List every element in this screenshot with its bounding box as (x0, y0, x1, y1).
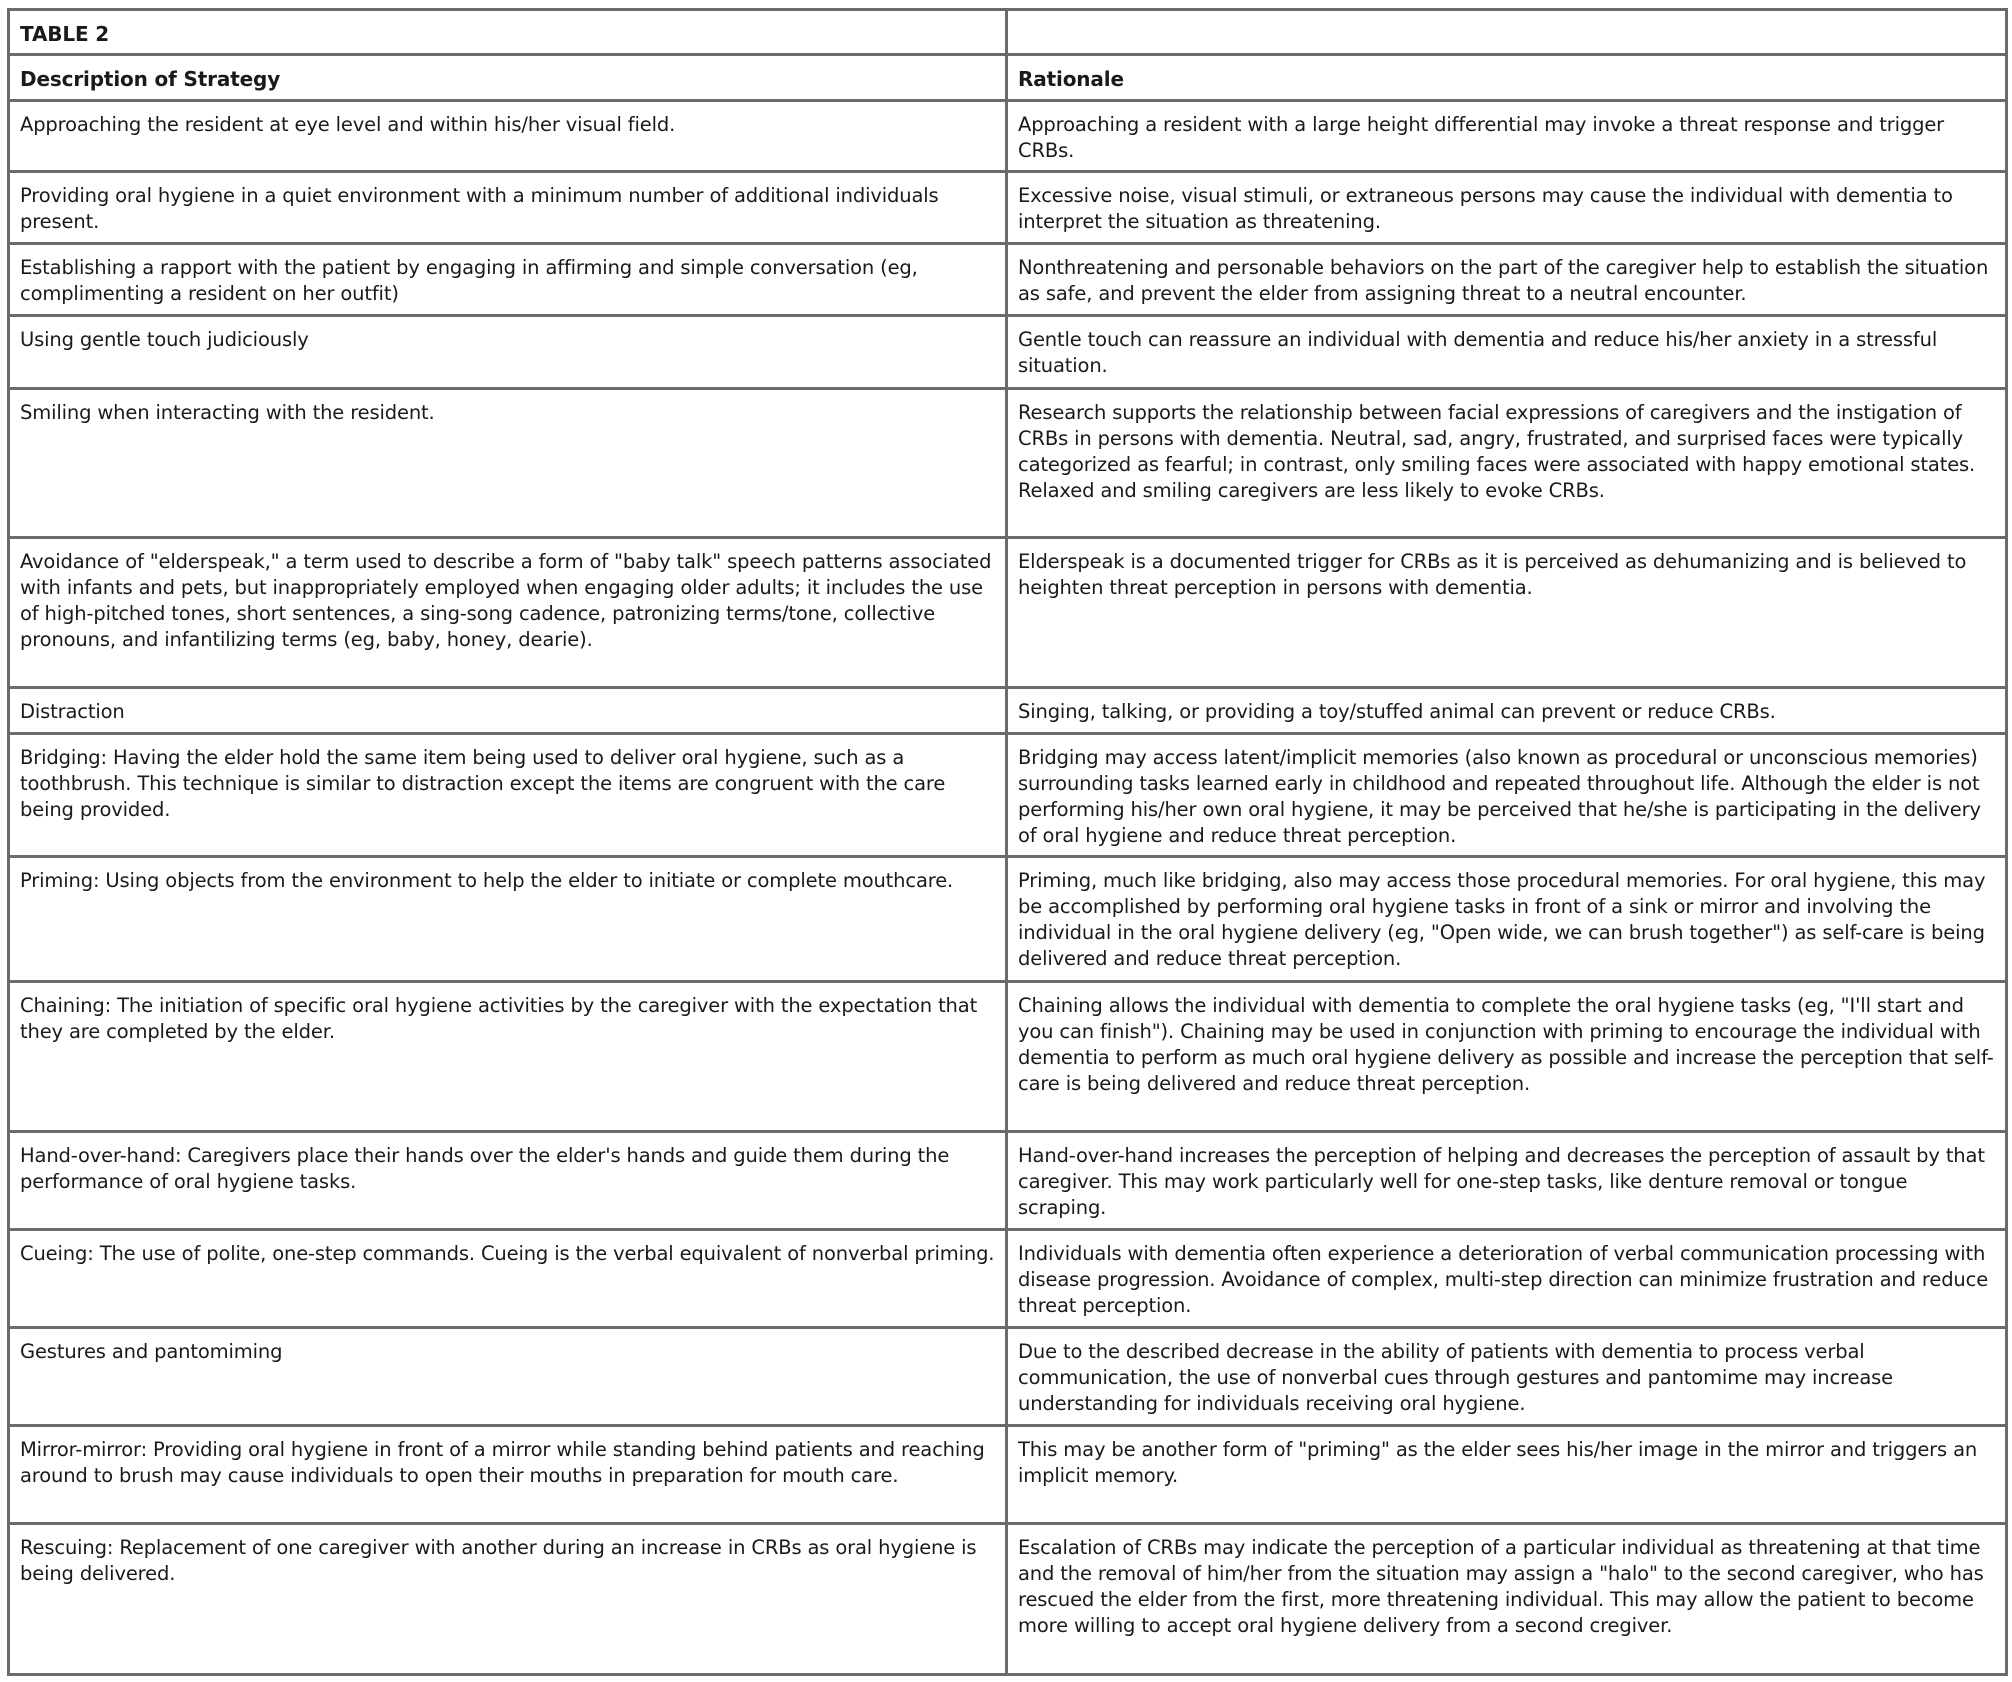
header-rationale: Rationale (1018, 67, 1124, 91)
table-title-empty-cell (1007, 10, 2007, 55)
rationale-cell (1007, 1132, 2007, 1230)
rationale-cell (1007, 857, 2007, 982)
strategy-cell (9, 1328, 1007, 1426)
rationale-cell (1007, 1328, 2007, 1426)
strategy-text: Priming: Using objects from the environment to help the elder to initiate or complete mouthcare. (20, 869, 954, 892)
rationale-cell (1007, 982, 2007, 1132)
strategy-cell (9, 1524, 1007, 1675)
strategy-text: Gestures and pantomiming (20, 1340, 283, 1363)
table-row (9, 734, 2007, 857)
table-row (9, 316, 2007, 389)
strategy-text: Smiling when interacting with the resident. (20, 401, 435, 424)
rationale-text: Gentle touch can reassure an individual with dementia and reduce his/her anxiety in a stressful situation. (1018, 328, 1938, 377)
rationale-cell (1007, 688, 2007, 734)
table-row (9, 538, 2007, 688)
rationale-text: Nonthreatening and personable behaviors on the part of the caregiver help to establish the situation as safe, and prevent the elder from assigning threat to a neutral encounter. (1018, 256, 1989, 305)
rationale-text: Due to the described decrease in the ability of patients with dementia to process verbal communication, the use of nonverbal cues through gestures and pantomime may increase understanding for individuals receiving oral hygiene. (1018, 1340, 1894, 1415)
rationale-text: This may be another form of "priming" as the elder sees his/her image in the mirror and triggers an implicit memory. (1018, 1438, 1978, 1487)
rationale-cell (1007, 101, 2007, 172)
strategy-cell (9, 389, 1007, 538)
table-row (9, 982, 2007, 1132)
strategy-text: Bridging: Having the elder hold the same item being used to deliver oral hygiene, such as a toothbrush. This technique is similar to distraction except the items are congruent with the care being provided. (20, 746, 946, 821)
strategy-cell (9, 244, 1007, 316)
rationale-text: Excessive noise, visual stimuli, or extraneous persons may cause the individual with dementia to interpret the situation as threatening. (1018, 184, 1953, 233)
strategy-cell (9, 538, 1007, 688)
table-row (9, 101, 2007, 172)
rationale-text: Hand-over-hand increases the perception of helping and decreases the perception of assault by that caregiver. This may work particularly well for one-step tasks, like denture removal or tongue scraping. (1018, 1144, 1985, 1219)
table-title: TABLE 2 (20, 22, 110, 46)
strategy-text: Providing oral hygiene in a quiet environment with a minimum number of additional individuals present. (20, 184, 939, 233)
rationale-cell (1007, 389, 2007, 538)
table-row (9, 1230, 2007, 1328)
strategy-text: Hand-over-hand: Caregivers place their hands over the elder's hands and guide them during the performance of oral hygiene tasks. (20, 1144, 950, 1193)
table-row (9, 172, 2007, 244)
strategy-cell (9, 857, 1007, 982)
strategy-text: Using gentle touch judiciously (20, 328, 309, 351)
table-row (9, 688, 2007, 734)
rationale-text: Research supports the relationship between facial expressions of caregivers and the instigation of CRBs in persons with dementia. Neutral, sad, angry, frustrated, and surprised faces were typically categorized as fearful; in contrast, only smiling faces were associated with happy emotional states. Relaxed and smiling caregivers are less likely to evoke CRBs. (1018, 401, 1976, 502)
strategy-text: Avoidance of "elderspeak," a term used to describe a form of "baby talk" speech patterns associated with infants and pets, but inappropriately employed when engaging older adults; it includes the use of high-pitched tones, short sentences, a sing-song cadence, patronizing terms/tone, collective pronouns, and infantilizing terms (eg, baby, honey, dearie). (20, 550, 992, 651)
table-header-row (9, 55, 2007, 101)
strategy-cell (9, 316, 1007, 389)
strategy-cell (9, 1230, 1007, 1328)
rationale-text: Individuals with dementia often experience a deterioration of verbal communication processing with disease progression. Avoidance of complex, multi-step direction can minimize frustration and reduce threat perception. (1018, 1242, 1989, 1317)
table-title-cell (9, 10, 1007, 55)
strategy-cell (9, 982, 1007, 1132)
rationale-text: Singing, talking, or providing a toy/stuffed animal can prevent or reduce CRBs. (1018, 700, 1776, 723)
strategy-text: Rescuing: Replacement of one caregiver with another during an increase in CRBs as oral hygiene is being delivered. (20, 1536, 977, 1585)
strategy-text: Distraction (20, 700, 125, 723)
strategy-cell (9, 1426, 1007, 1524)
header-rationale-cell (1007, 55, 2007, 101)
rationale-cell (1007, 316, 2007, 389)
strategy-cell (9, 688, 1007, 734)
rationale-cell (1007, 1524, 2007, 1675)
header-strategy: Description of Strategy (20, 67, 281, 91)
table-row (9, 389, 2007, 538)
rationale-cell (1007, 538, 2007, 688)
strategy-table (7, 8, 2008, 1676)
rationale-text: Elderspeak is a documented trigger for CRBs as it is perceived as dehumanizing and is believed to heighten threat perception in persons with dementia. (1018, 550, 1967, 599)
table-row (9, 1426, 2007, 1524)
table-row (9, 857, 2007, 982)
strategy-text: Chaining: The initiation of specific oral hygiene activities by the caregiver with the expectation that they are completed by the elder. (20, 994, 978, 1043)
strategy-cell (9, 734, 1007, 857)
rationale-cell (1007, 734, 2007, 857)
strategy-text: Establishing a rapport with the patient by engaging in affirming and simple conversation (eg, complimenting a resident on her outfit) (20, 256, 918, 305)
rationale-text: Approaching a resident with a large height differential may invoke a threat response and trigger CRBs. (1018, 113, 1945, 162)
rationale-text: Escalation of CRBs may indicate the perception of a particular individual as threatening at that time and the removal of him/her from the situation may assign a "halo" to the second caregiver, who has rescued the elder from the first, more threatening individual. This may allow the patient to become more willing to accept oral hygiene delivery from a second cregiver. (1018, 1536, 1984, 1637)
table-row (9, 244, 2007, 316)
rationale-cell (1007, 172, 2007, 244)
rationale-text: Priming, much like bridging, also may access those procedural memories. For oral hygiene, this may be accomplished by performing oral hygiene tasks in front of a sink or mirror and involving the individual in the oral hygiene delivery (eg, "Open wide, we can brush together") as self-care is being delivered and reduce threat perception. (1018, 869, 1986, 970)
header-strategy-cell (9, 55, 1007, 101)
strategy-cell (9, 172, 1007, 244)
strategy-cell (9, 1132, 1007, 1230)
strategy-text: Mirror-mirror: Providing oral hygiene in front of a mirror while standing behind patients and reaching around to brush may cause individuals to open their mouths in preparation for mouth care. (20, 1438, 985, 1487)
rationale-cell (1007, 1426, 2007, 1524)
strategy-text: Cueing: The use of polite, one-step commands. Cueing is the verbal equivalent of nonverbal priming. (20, 1242, 995, 1265)
table-row (9, 1328, 2007, 1426)
strategy-text: Approaching the resident at eye level and within his/her visual field. (20, 113, 676, 136)
table-title-row (9, 10, 2007, 55)
rationale-text: Bridging may access latent/implicit memories (also known as procedural or unconscious memories) surrounding tasks learned early in childhood and repeated throughout life. Although the elder is not performing his/her own oral hygiene, it may be perceived that he/she is participating in the delivery of oral hygiene and reduce threat perception. (1018, 746, 1981, 847)
table-body (9, 10, 2007, 1675)
table-row (9, 1524, 2007, 1675)
strategy-cell (9, 101, 1007, 172)
rationale-cell (1007, 244, 2007, 316)
rationale-cell (1007, 1230, 2007, 1328)
rationale-text: Chaining allows the individual with dementia to complete the oral hygiene tasks (eg, "I'll start and you can finish"). Chaining may be used in conjunction with priming to encourage the individual with dementia to perform as much oral hygiene delivery as possible and increase the perception that self-care is being delivered and reduce threat perception. (1018, 994, 1994, 1095)
table-row (9, 1132, 2007, 1230)
